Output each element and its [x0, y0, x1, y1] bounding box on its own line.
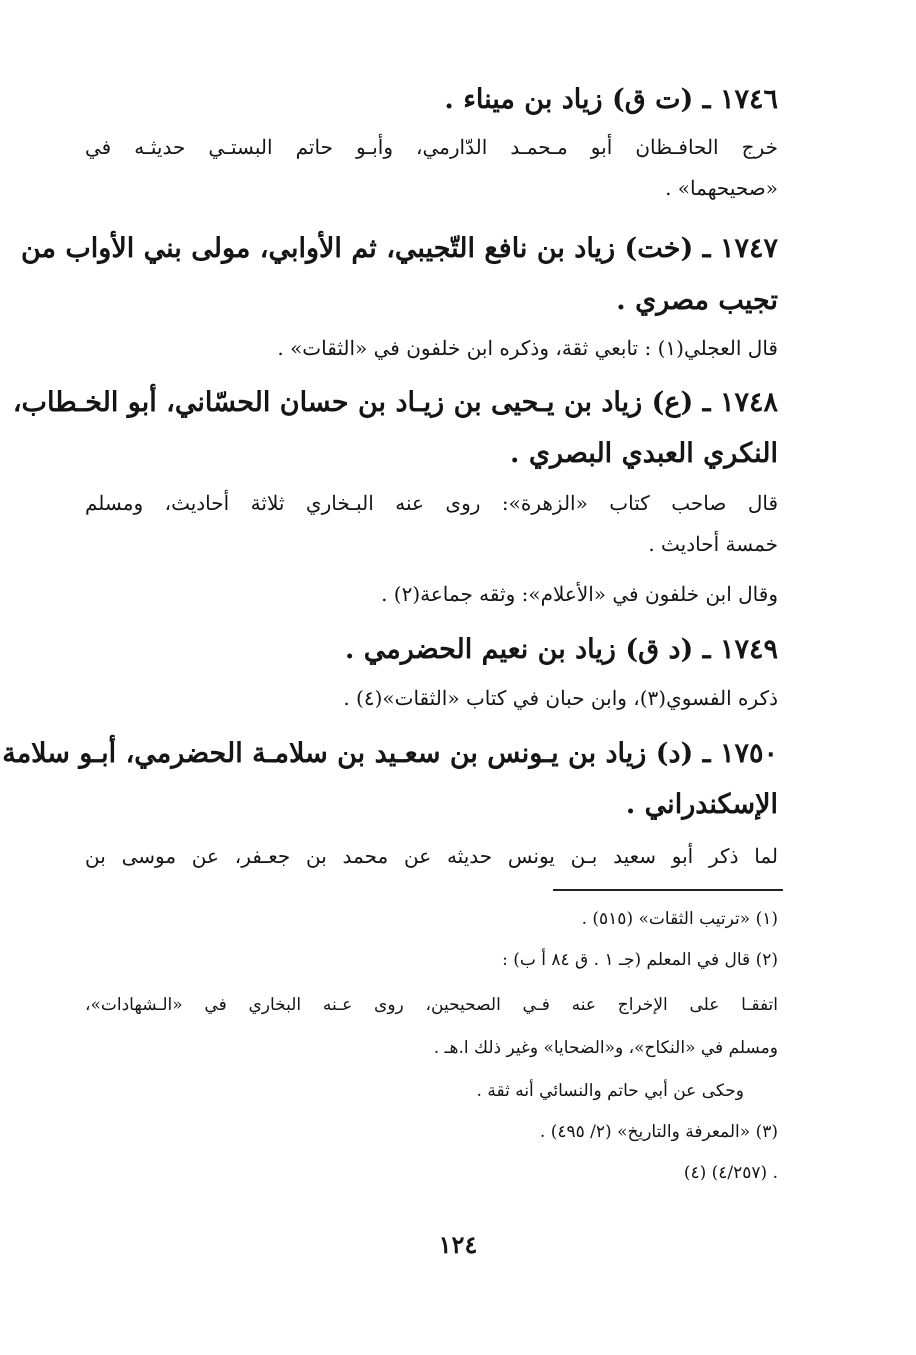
footnote-3: (٣) «المعرفة والتاريخ» (٢/ ٤٩٥) .: [539, 1122, 778, 1142]
entry-heading-1749: ١٧٤٩ ـ (د ق) زياد بن نعيم الحضرمي .: [344, 634, 778, 665]
footnote-2: (٢) قال في المعلم (جـ ١ . ق ٨٤ أ ب) :: [502, 950, 778, 970]
entry-text-1749: ذكره الفسوي(٣)، وابن حبان في كتاب «الثقات»(٤) .: [343, 686, 778, 710]
entry-heading-1747-line1: ١٧٤٧ ـ (خت) زياد بن نافع التّجيبي، ثم الأوابي، مولى بني الأواب من: [20, 233, 778, 264]
entry-text-1748-p1-line2: خمسة أحاديث .: [648, 532, 778, 556]
entry-text-1748-p2: وقال ابن خلفون في «الأعلام»: وثقه جماعة(٢) .: [381, 582, 778, 606]
entry-text-1746-line1: خرج الحافـظان أبو مـحمـد الدّارمي، وأبـو حاتم البستـي حديثـه في: [85, 135, 778, 159]
entry-text-1747: قال العجلي(١) : تابعي ثقة، وذكره ابن خلفون في «الثقات» .: [277, 336, 778, 360]
footnote-4: (٤) (٤/٢٥٧) .: [683, 1163, 778, 1183]
entry-heading-1750-line2: الإسكندراني .: [625, 789, 778, 820]
entry-heading-1746: ١٧٤٦ ـ (ت ق) زياد بن ميناء .: [444, 84, 778, 115]
page-number: ١٢٤: [438, 1230, 478, 1259]
entry-heading-1747-line2: تجيب مصري .: [616, 285, 778, 316]
entry-text-1750: لما ذكر أبو سعيد بـن يونس حديثه عن محمد بن جعـفر، عن موسى بن: [85, 844, 778, 868]
footnote-2-quote-line3: وحكى عن أبي حاتم والنسائي أنه ثقة .: [476, 1081, 744, 1101]
entry-heading-1748-line2: النكري العبدي البصري .: [510, 438, 778, 469]
entry-heading-1748-line1: ١٧٤٨ ـ (ع) زياد بن يـحيى بن زيـاد بن حسان الحسّاني، أبو الخـطاب،: [12, 387, 778, 418]
entry-text-1748-p1-line1: قال صاحب كتاب «الزهرة»: روى عنه البـخاري ثلاثة أحاديث، ومسلم: [85, 491, 779, 515]
entry-heading-1750-line1: ١٧٥٠ ـ (د) زياد بن يـونس بن سعـيد بن سلامـة الحضرمي، أبـو سلامة: [2, 738, 778, 769]
footnote-1: (١) «ترتيب الثقات» (٥١٥) .: [581, 909, 778, 929]
entry-text-1746-line2: «صحيحهما» .: [665, 176, 778, 200]
footnote-separator: [553, 889, 783, 891]
footnote-2-quote-line1: اتفقـا على الإخراج عنه فـي الصحيحين، روى عـنه البخاري في «الـشهادات»،: [85, 995, 778, 1015]
footnote-2-quote-line2: ومسلم في «النكاح»، و«الضحايا» وغير ذلك ا.هـ .: [433, 1038, 778, 1058]
